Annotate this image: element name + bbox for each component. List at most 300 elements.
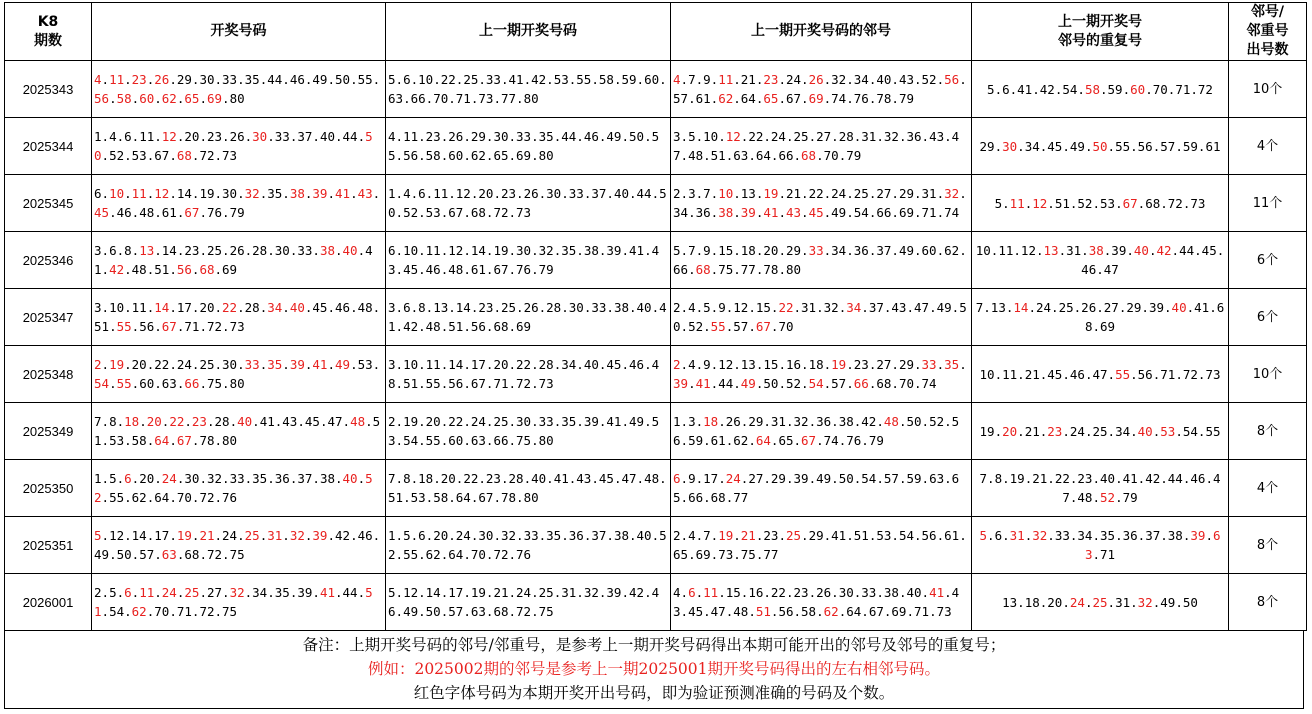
neighbor-repeats-cell[interactable] — [972, 574, 1229, 631]
number: 48 — [139, 205, 155, 220]
number-separator: . — [191, 604, 200, 619]
number: 30 — [516, 414, 532, 429]
number: 43 — [891, 300, 907, 315]
draw-numbers-cell[interactable] — [92, 175, 386, 232]
number-separator: . — [372, 300, 381, 315]
number: 44 — [267, 72, 283, 87]
number-separator: . — [1017, 366, 1025, 382]
number: 31 — [801, 300, 817, 315]
hit-number: 33 — [808, 243, 824, 258]
number: 56 — [1137, 138, 1153, 154]
prev-draw-cell[interactable] — [386, 346, 671, 403]
number: 64 — [448, 547, 464, 562]
draw-numbers-cell[interactable] — [92, 460, 386, 517]
prev-neighbors-cell[interactable] — [671, 574, 972, 631]
number-separator: . — [1005, 300, 1014, 315]
number-separator: . — [259, 300, 268, 315]
number: 80 — [229, 376, 245, 391]
number: 8 — [994, 471, 1003, 486]
number-separator: . — [1002, 471, 1010, 486]
hit-count-cell[interactable]: 4个 — [1229, 118, 1307, 175]
number: 75 — [516, 433, 532, 448]
table-row — [5, 289, 1307, 346]
number: 66 — [876, 205, 892, 220]
number-separator: . — [440, 585, 449, 600]
prev-neighbors-cell[interactable] — [671, 346, 972, 403]
draw-numbers-cell[interactable] — [92, 289, 386, 346]
draw-numbers-cell[interactable] — [92, 403, 386, 460]
number: 25 — [199, 357, 215, 372]
number: 73 — [538, 376, 554, 391]
neighbor-repeats-cell[interactable] — [972, 61, 1229, 118]
issue-cell[interactable]: 2025346 — [5, 232, 92, 289]
number-separator: . — [994, 423, 1003, 439]
issue-cell[interactable]: 2025343 — [5, 61, 92, 118]
number-separator: . — [576, 357, 584, 372]
number-separator: . — [710, 91, 719, 106]
number: 23 — [763, 528, 779, 543]
number-separator: . — [1107, 423, 1116, 439]
number: 54 — [1062, 81, 1078, 97]
number-separator: . — [891, 91, 899, 106]
number: 50 — [1182, 594, 1198, 610]
header-prev-neighbors[interactable] — [671, 3, 972, 61]
number-separator: . — [440, 414, 449, 429]
number-separator: . — [748, 148, 756, 163]
number-separator: . — [838, 604, 847, 619]
number-separator: . — [959, 357, 967, 372]
issue-cell[interactable]: 2025345 — [5, 175, 92, 232]
number-separator: . — [485, 243, 494, 258]
hit-number: 30 — [252, 129, 268, 144]
number: 42 — [629, 585, 645, 600]
number-separator: . — [921, 585, 930, 600]
number: 51 — [94, 414, 381, 448]
number-separator: . — [214, 300, 223, 315]
draw-numbers-cell[interactable] — [92, 232, 386, 289]
number: 62 — [733, 433, 749, 448]
number: 12 — [109, 528, 125, 543]
number-separator: . — [199, 471, 207, 486]
number: 53 — [109, 433, 125, 448]
number-separator: . — [124, 262, 132, 277]
number: 72 — [206, 319, 223, 334]
number: 50 — [906, 414, 922, 429]
number-separator: . — [214, 148, 223, 163]
number-separator: . — [418, 262, 426, 277]
number: 11 — [1002, 366, 1018, 382]
number-separator: . — [778, 376, 786, 391]
number: 26 — [523, 186, 539, 201]
number-separator: . — [1130, 423, 1138, 439]
number-separator: . — [1024, 195, 1033, 211]
number: 46 — [1069, 366, 1085, 382]
number-separator: . — [1039, 423, 1048, 439]
prev-draw-cell[interactable] — [386, 175, 671, 232]
hit-number: 41 — [335, 186, 351, 201]
number: 2 — [94, 585, 102, 600]
number: 71 — [493, 376, 509, 391]
header-text-line: 上一期开奖号码的邻号 — [751, 23, 891, 39]
results-table — [4, 2, 1307, 631]
number: 45 — [688, 604, 704, 619]
number: 27 — [876, 186, 892, 201]
number-separator: . — [312, 243, 320, 258]
number: 49 — [94, 547, 110, 562]
number-separator: . — [914, 357, 922, 372]
number: 47 — [1062, 471, 1221, 505]
hit-count-cell[interactable]: 8个 — [1229, 517, 1307, 574]
number: 52 — [929, 414, 945, 429]
number: 44 — [636, 186, 652, 201]
number-separator: . — [1197, 366, 1206, 382]
number-separator: . — [883, 300, 892, 315]
number: 68 — [493, 604, 509, 619]
number-separator: . — [680, 490, 689, 505]
number-separator: . — [425, 186, 434, 201]
number-separator: . — [808, 414, 817, 429]
number-separator: . — [740, 129, 749, 144]
number: 43 — [673, 585, 960, 619]
number-separator: . — [659, 72, 667, 87]
header-prev-draw[interactable] — [386, 3, 671, 61]
number-separator: . — [1039, 138, 1048, 154]
draw-numbers-cell[interactable] — [92, 574, 386, 631]
prev-draw-cell[interactable] — [386, 118, 671, 175]
number-separator: . — [440, 604, 449, 619]
number: 27 — [1103, 300, 1119, 315]
number: 73 — [478, 91, 494, 106]
prev-draw-cell[interactable] — [386, 403, 671, 460]
prev-neighbors-cell[interactable] — [671, 460, 972, 517]
number-separator: . — [959, 72, 967, 87]
neighbor-repeats-cell[interactable] — [972, 232, 1229, 289]
number: 68 — [876, 376, 892, 391]
number-separator: . — [1073, 300, 1082, 315]
number-separator: . — [508, 357, 517, 372]
number: 29 — [470, 129, 486, 144]
draw-numbers-cell[interactable] — [92, 346, 386, 403]
number-separator: . — [680, 129, 689, 144]
hit-number: 68 — [176, 148, 192, 163]
number-separator: . — [191, 72, 200, 87]
number-separator: . — [695, 357, 704, 372]
number-separator: . — [936, 357, 945, 372]
number: 4 — [688, 528, 696, 543]
prev-neighbors-cell[interactable] — [671, 175, 972, 232]
number-separator: . — [921, 471, 930, 486]
number-separator: . — [463, 604, 471, 619]
number-separator: . — [425, 490, 434, 505]
number: 2 — [673, 186, 681, 201]
number-separator: . — [124, 186, 132, 201]
number-separator: . — [868, 243, 877, 258]
number-separator: . — [987, 528, 995, 543]
number-separator: . — [816, 433, 824, 448]
number: 5 — [994, 195, 1003, 211]
number: 49 — [898, 243, 914, 258]
number-separator: . — [101, 528, 110, 543]
number-separator: . — [176, 205, 185, 220]
number: 71 — [1175, 81, 1191, 97]
number: 63 — [161, 376, 177, 391]
number: 40 — [613, 186, 629, 201]
number: 69 — [695, 547, 711, 562]
number: 78 — [763, 262, 779, 277]
prev-neighbors-cell[interactable] — [671, 403, 972, 460]
number-separator: . — [176, 471, 185, 486]
number: 40 — [1100, 471, 1116, 486]
issue-cell[interactable]: 2025349 — [5, 403, 92, 460]
number-separator: . — [770, 319, 779, 334]
hit-number: 40 — [289, 300, 305, 315]
number: 16 — [785, 357, 802, 372]
number-separator: . — [546, 72, 554, 87]
hit-number: 38 — [289, 186, 305, 201]
hit-count-cell[interactable]: 8个 — [1229, 574, 1307, 631]
header-draw-numbers[interactable] — [92, 3, 386, 61]
number-separator: . — [868, 205, 877, 220]
hit-number: 18 — [703, 414, 719, 429]
hit-number: 32 — [944, 186, 960, 201]
number-separator: . — [440, 129, 449, 144]
prev-neighbors-cell[interactable] — [671, 61, 972, 118]
prev-neighbors-cell[interactable] — [671, 517, 972, 574]
draw-numbers-cell[interactable] — [92, 517, 386, 574]
number: 12 — [455, 186, 471, 201]
number: 55 — [357, 72, 373, 87]
hit-count-cell[interactable]: 10个 — [1229, 346, 1307, 403]
number-separator: . — [199, 205, 207, 220]
hit-number: 39 — [673, 376, 689, 391]
number: 67 — [868, 604, 884, 619]
hit-count-cell[interactable]: 4个 — [1229, 460, 1307, 517]
neighbor-repeats-cell[interactable] — [972, 289, 1229, 346]
number-separator: . — [695, 528, 704, 543]
number: 58 — [425, 148, 441, 163]
issue-cell[interactable]: 2025351 — [5, 517, 92, 574]
number: 15 — [718, 243, 734, 258]
number-separator: . — [199, 243, 207, 258]
prev-neighbors-cell[interactable] — [671, 289, 972, 346]
number: 33 — [568, 186, 584, 201]
prev-neighbors-cell[interactable] — [671, 118, 972, 175]
number-separator: . — [169, 604, 177, 619]
number-separator: . — [1115, 490, 1123, 505]
number-separator: . — [154, 319, 162, 334]
number-separator: . — [274, 414, 283, 429]
number-separator: . — [154, 91, 162, 106]
number: 79 — [868, 433, 884, 448]
number: 11 — [131, 300, 147, 315]
number-separator: . — [868, 376, 877, 391]
number: 52 — [785, 376, 802, 391]
number-separator: . — [755, 376, 764, 391]
number-separator: . — [793, 300, 802, 315]
number: 56 — [673, 414, 960, 448]
number: 44 — [718, 376, 734, 391]
number-separator: . — [237, 357, 245, 372]
number: 43 — [929, 129, 945, 144]
number: 67 — [478, 490, 494, 505]
header-text-line: K8 — [37, 13, 59, 30]
number: 19 — [199, 186, 215, 201]
neighbor-repeats-cell[interactable] — [972, 175, 1229, 232]
number-separator: . — [1107, 138, 1116, 154]
number: 34 — [561, 357, 577, 372]
issue-cell[interactable]: 2025347 — [5, 289, 92, 346]
hit-count-cell[interactable]: 10个 — [1229, 61, 1307, 118]
number-separator: . — [191, 490, 200, 505]
issue-cell[interactable]: 2026001 — [5, 574, 92, 631]
number-separator: . — [410, 186, 419, 201]
number-separator: . — [846, 357, 854, 372]
number-separator: . — [101, 490, 110, 505]
number-separator: . — [801, 205, 809, 220]
hit-count-cell[interactable]: 6个 — [1229, 289, 1307, 346]
prev-draw-cell[interactable] — [386, 289, 671, 346]
hit-count-cell[interactable]: 6个 — [1229, 232, 1307, 289]
hit-number: 48 — [350, 414, 366, 429]
number-separator: . — [327, 357, 335, 372]
number-separator: . — [1039, 366, 1048, 382]
number-separator: . — [146, 433, 155, 448]
number: 29 — [176, 72, 192, 87]
number-separator: . — [418, 433, 426, 448]
prev-draw-cell[interactable] — [386, 517, 671, 574]
number-separator: . — [906, 300, 914, 315]
number-separator: . — [410, 528, 419, 543]
number-separator: . — [801, 91, 809, 106]
number-separator: . — [583, 300, 592, 315]
header-issue[interactable] — [5, 3, 92, 61]
number-separator: . — [763, 585, 771, 600]
number-separator: . — [1145, 81, 1153, 97]
number-separator: . — [357, 585, 366, 600]
neighbor-repeats-cell[interactable] — [972, 403, 1229, 460]
prev-neighbors-cell[interactable] — [671, 232, 972, 289]
number-separator: . — [312, 129, 320, 144]
hit-count-cell[interactable]: 11个 — [1229, 175, 1307, 232]
number-separator: . — [109, 91, 117, 106]
number: 73 — [516, 205, 532, 220]
hit-number: 52 — [1100, 490, 1116, 505]
number-separator: . — [1107, 594, 1116, 610]
number: 27 — [876, 357, 892, 372]
number-separator: . — [846, 528, 854, 543]
issue-cell[interactable]: 2025344 — [5, 118, 92, 175]
number-separator: . — [523, 72, 532, 87]
draw-numbers-cell[interactable] — [92, 61, 386, 118]
number: 48 — [131, 262, 147, 277]
number: 28 — [508, 471, 524, 486]
prev-draw-cell[interactable] — [386, 574, 671, 631]
number-separator: . — [1175, 366, 1183, 382]
prev-draw-cell[interactable] — [386, 61, 671, 118]
number-separator: . — [853, 129, 862, 144]
hit-count-cell[interactable]: 8个 — [1229, 403, 1307, 460]
number: 34 — [673, 205, 689, 220]
number-separator: . — [508, 604, 517, 619]
number: 69 — [516, 319, 532, 334]
number-separator: . — [846, 205, 854, 220]
number: 17 — [154, 528, 170, 543]
hit-number: 66 — [853, 376, 869, 391]
number: 19 — [470, 585, 486, 600]
prev-draw-cell[interactable] — [386, 232, 671, 289]
hit-number: 39 — [740, 205, 756, 220]
hit-number: 25 — [1092, 594, 1108, 610]
number: 33 — [229, 471, 245, 486]
hit-number: 55 — [116, 319, 132, 334]
number: 49 — [312, 72, 328, 87]
number: 45 — [304, 414, 320, 429]
number-separator: . — [680, 72, 689, 87]
hit-number: 55 — [710, 319, 726, 334]
number: 49 — [629, 414, 645, 429]
neighbor-repeats-cell[interactable] — [972, 517, 1229, 574]
number-separator: . — [154, 129, 162, 144]
header-neighbor-repeats[interactable] — [972, 3, 1229, 61]
number-separator: . — [733, 376, 741, 391]
neighbor-repeats-cell[interactable] — [972, 118, 1229, 175]
number-separator: . — [395, 414, 404, 429]
number-separator: . — [282, 300, 290, 315]
hit-number: 40 — [342, 471, 358, 486]
number-separator: . — [109, 319, 117, 334]
number-separator: . — [591, 72, 599, 87]
number: 2 — [673, 300, 681, 315]
number-separator: . — [680, 319, 689, 334]
number-separator: . — [748, 604, 756, 619]
issue-cell[interactable]: 2025350 — [5, 460, 92, 517]
neighbor-repeats-cell[interactable] — [972, 460, 1229, 517]
draw-numbers-cell[interactable] — [92, 118, 386, 175]
number-separator: . — [304, 357, 313, 372]
number-separator: . — [823, 205, 832, 220]
number-separator: . — [470, 91, 479, 106]
issue-cell[interactable]: 2025348 — [5, 346, 92, 403]
number-separator: . — [146, 186, 155, 201]
number: 38 — [613, 528, 629, 543]
number-separator: . — [403, 91, 411, 106]
number-separator: . — [395, 604, 404, 619]
number: 7 — [979, 471, 988, 486]
prev-draw-cell[interactable] — [386, 460, 671, 517]
number-separator: . — [169, 72, 177, 87]
number: 73 — [229, 319, 245, 334]
number-separator: . — [891, 205, 899, 220]
number: 3 — [688, 414, 696, 429]
neighbor-repeats-cell[interactable] — [972, 346, 1229, 403]
hit-number: 67 — [1122, 195, 1138, 211]
number: 23 — [485, 471, 501, 486]
number: 6 — [418, 528, 426, 543]
number-separator: . — [1100, 81, 1108, 97]
hit-number: 67 — [755, 319, 771, 334]
number-separator: . — [395, 528, 404, 543]
number-separator: . — [733, 528, 741, 543]
number-separator: . — [516, 91, 524, 106]
header-hit-count[interactable] — [1229, 3, 1307, 61]
number: 50 — [763, 376, 779, 391]
number: 43 — [576, 471, 592, 486]
number: 68 — [1084, 300, 1225, 334]
number: 6 — [418, 186, 426, 201]
number-separator: . — [214, 72, 223, 87]
number: 44 — [342, 585, 358, 600]
number: 76 — [516, 262, 532, 277]
